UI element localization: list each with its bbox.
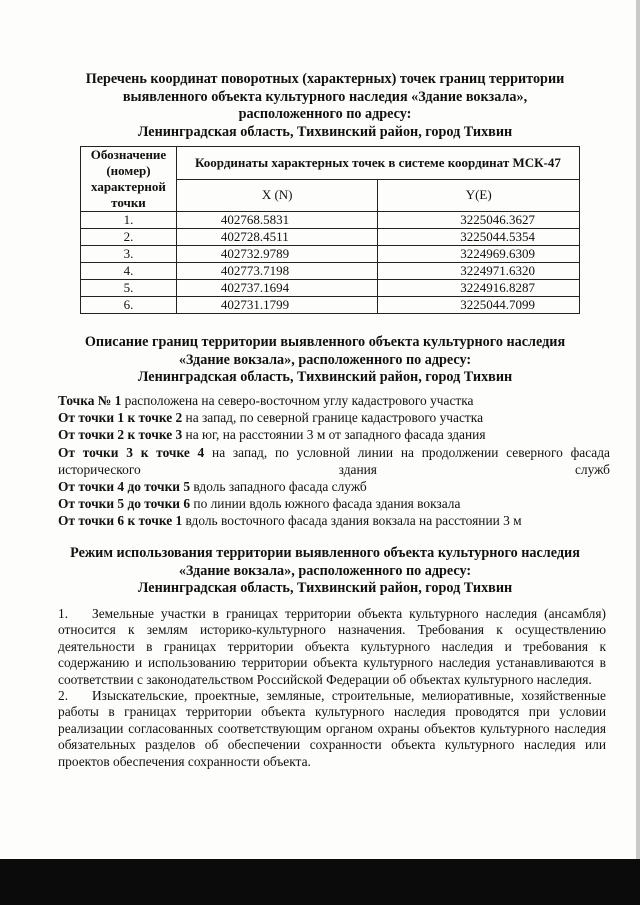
title-line: Ленинградская область, Тихвинский район, город Тихвин (137, 369, 513, 385)
boundary-item (58, 444, 610, 478)
point-label: От точки 2 к точке 3 (58, 427, 183, 443)
paragraph-number: 1. (58, 606, 69, 621)
point-label: От точки 3 к точке 4 (58, 444, 205, 460)
title-line: Режим использования территории выявленного объекта культурного наследия (70, 545, 580, 561)
point-text: на запад, по условной линии на продолжении северного фасада исторического здания служб (58, 444, 610, 477)
y-coordinate: 3224971.6320 (378, 263, 580, 280)
regime-paragraph (58, 606, 606, 688)
x-coordinate: 402768.5831 (176, 212, 378, 229)
boundary-item (58, 495, 610, 512)
point-label: От точки 6 к точке 1 (58, 513, 183, 529)
boundary-item (58, 426, 610, 443)
point-number: 3. (81, 246, 177, 263)
coordinates-table (80, 146, 580, 314)
point-label: От точки 4 до точки 5 (58, 479, 191, 495)
y-coordinate: 3224916.8287 (378, 280, 580, 297)
boundary-description (58, 392, 610, 530)
table-row (81, 246, 580, 263)
boundary-item (58, 392, 610, 409)
point-text: на запад, по северной границе кадастрового участка (182, 410, 484, 426)
title-line: выявленного объекта культурного наследия «Здание вокзала», (122, 88, 528, 105)
point-label: Точка № 1 (58, 393, 122, 408)
scan-bottom-border (0, 859, 640, 905)
point-text: расположена на северо-восточном углу кадастрового участка (121, 393, 474, 408)
point-text: на юг, на расстоянии 3 м от западного фасада здания (182, 427, 486, 443)
usage-regime-text (58, 606, 606, 770)
point-label: От точки 5 до точки 6 (58, 496, 191, 512)
boundary-item (58, 512, 610, 529)
point-number: 6. (81, 297, 177, 314)
x-column-header: X (N) (176, 179, 378, 212)
title-line: Ленинградская область, Тихвинский район, город Тихвин (137, 123, 513, 140)
point-number: 1. (81, 212, 177, 229)
boundary-item (58, 409, 610, 426)
paragraph-number: 2. (58, 688, 69, 704)
title-line: «Здание вокзала», расположенного по адресу: (178, 351, 472, 368)
y-coordinate: 3224969.6309 (378, 246, 580, 263)
coordinates-list-title (40, 71, 610, 141)
x-coordinate: 402737.1694 (176, 280, 378, 297)
x-coordinate: 402732.9789 (176, 246, 378, 263)
point-number: 5. (81, 280, 177, 297)
x-coordinate: 402773.7198 (176, 263, 378, 280)
title-line: расположенного по адресу: (238, 106, 412, 122)
point-number: 2. (81, 229, 177, 246)
coordinate-system-header: Координаты характерных точек в системе координат МСК-47 (176, 147, 579, 180)
point-number: 4. (81, 263, 177, 280)
title-line: Перечень координат поворотных (характерных) точек границ территории (85, 71, 565, 87)
point-text: по линии вдоль южного фасада здания вокзала (190, 496, 461, 512)
point-text: вдоль восточного фасада здания вокзала на расстоянии 3 м (182, 513, 522, 529)
usage-regime-title (40, 545, 610, 598)
table-row (81, 263, 580, 280)
regime-paragraph (58, 688, 606, 770)
table-row (81, 229, 580, 246)
boundary-item (58, 478, 610, 495)
y-coordinate: 3225046.3627 (378, 212, 580, 229)
point-number-header: Обозначение (номер) характерной точки (81, 147, 177, 212)
y-coordinate: 3225044.5354 (378, 229, 580, 246)
y-coordinate: 3225044.7099 (378, 297, 580, 314)
title-line: «Здание вокзала», расположенного по адресу: (178, 562, 472, 579)
table-row (81, 297, 580, 314)
paragraph-text: Земельные участки в границах территории объекта культурного наследия (ансамбля) относится к землям историко-культурного назначения. Требования к осуществлению деятельности в границах территории объекта культурного наследия и требования к содержанию и использованию территории объекта культурного наследия устанавливаются в соответствии с законодательством Российской Федерации об объектах культурного наследия. (58, 606, 606, 687)
y-column-header: Y(E) (378, 179, 580, 212)
boundary-description-title (40, 334, 610, 387)
scan-edge-shadow (636, 0, 640, 860)
table-row (81, 212, 580, 229)
x-coordinate: 402731.1799 (176, 297, 378, 314)
paragraph-text: Изыскательские, проектные, земляные, строительные, мелиоративные, хозяйственные работы в границах территории объекта культурного наследия проводятся при условии реализации согласованных соответствующим органом охраны объектов культурного наследия обязательных разделов об обеспечении сохранности объекта культурного наследия или проектов обеспечения сохранности объекта. (58, 688, 606, 769)
title-line: Ленинградская область, Тихвинский район, город Тихвин (137, 580, 513, 596)
point-label: От точки 1 к точке 2 (58, 410, 183, 426)
table-row (81, 280, 580, 297)
point-text: вдоль западного фасада служб (190, 479, 367, 495)
title-line: Описание границ территории выявленного объекта культурного наследия (84, 334, 566, 350)
x-coordinate: 402728.4511 (176, 229, 378, 246)
